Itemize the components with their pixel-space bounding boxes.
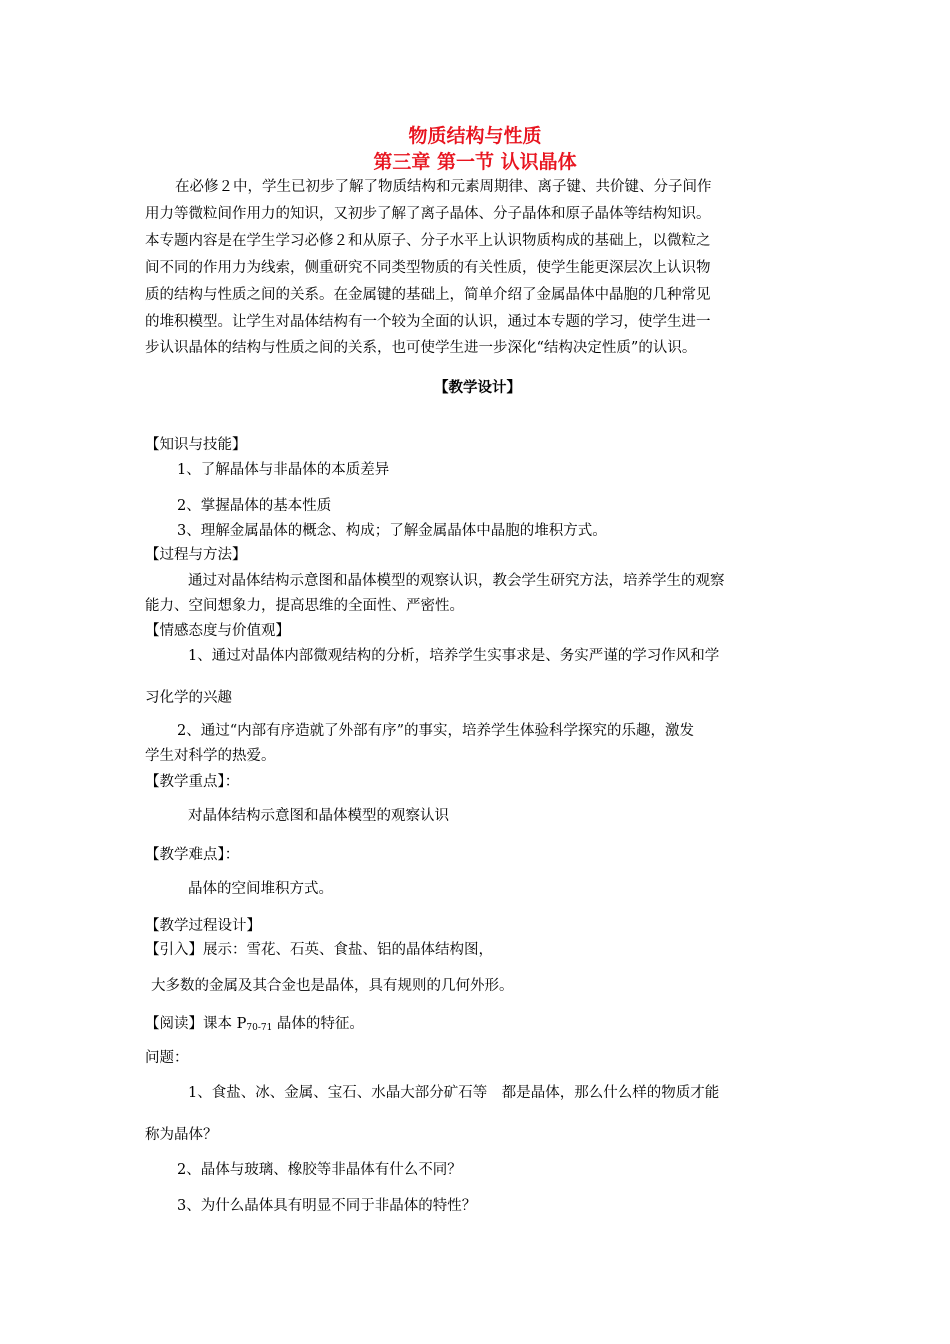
process-line: 能力、空间想象力，提高思维的全面性、严密性。	[145, 598, 464, 614]
intro-line: 的堆积模型。让学生对晶体结构有一个较为全面的认识，通过本专题的学习，使学生进一	[145, 314, 711, 330]
emotion-item: 学生对科学的热爱。	[145, 748, 276, 764]
intro-activity: 【引入】展示：雪花、石英、食盐、铝的晶体结构图，	[145, 942, 493, 958]
process-line: 通过对晶体结构示意图和晶体模型的观察认识，教会学生研究方法，培养学生的观察	[188, 573, 725, 589]
process-heading: 【过程与方法】	[145, 547, 247, 563]
difficulty-heading: 【教学难点】：	[145, 847, 240, 863]
process-design-heading: 【教学过程设计】	[145, 918, 261, 934]
key-point-heading: 【教学重点】：	[145, 774, 240, 790]
reading-line	[145, 1014, 810, 1038]
knowledge-item: 1、了解晶体与非晶体的本质差异	[177, 462, 390, 478]
document-title: 物质结构与性质	[408, 125, 542, 147]
emotion-item: 2、通过“内部有序造就了外部有序”的事实，培养学生体验科学探究的乐趣，激发	[177, 723, 695, 739]
question-item: 1、食盐、冰、金属、宝石、水晶大部分矿石等 都是晶体，那么什么样的物质才能	[188, 1085, 720, 1101]
reading-prefix: 【阅读】课本 P	[145, 1016, 247, 1032]
key-point-text: 对晶体结构示意图和晶体模型的观察认识	[188, 808, 449, 824]
design-heading: 【教学设计】	[434, 379, 521, 396]
difficulty-text: 晶体的空间堆积方式。	[188, 881, 333, 897]
question-item: 3、为什么晶体具有明显不同于非晶体的特性？	[177, 1198, 477, 1214]
question-item: 2、晶体与玻璃、橡胶等非晶体有什么不同？	[177, 1162, 462, 1178]
intro-line: 质的结构与性质之间的关系。在金属键的基础上，简单介绍了金属晶体中晶胞的几种常见	[145, 287, 711, 303]
emotion-item: 习化学的兴趣	[145, 690, 232, 706]
knowledge-heading: 【知识与技能】	[145, 437, 247, 453]
intro-activity-note: 大多数的金属及其合金也是晶体，具有规则的几何外形。	[151, 978, 514, 994]
intro-line: 本专题内容是在学生学习必修２和从原子、分子水平上认识物质构成的基础上，以微粒之	[145, 233, 711, 249]
intro-line: 用力等微粒间作用力的知识，又初步了解了离子晶体、分子晶体和原子晶体等结构知识。	[145, 206, 711, 222]
reading-suffix: 晶体的特征。	[272, 1016, 364, 1032]
emotion-heading: 【情感态度与价值观】	[145, 623, 290, 639]
question-item: 称为晶体？	[145, 1127, 218, 1143]
intro-line: 在必修２中，学生已初步了解了物质结构和元素周期律、离子键、共价键、分子间作	[175, 179, 712, 195]
chapter-subtitle: 第三章 第一节 认识晶体	[373, 151, 577, 173]
questions-label: 问题：	[145, 1050, 189, 1066]
emotion-item: 1、通过对晶体内部微观结构的分析，培养学生实事求是、务实严谨的学习作风和学	[188, 648, 720, 664]
intro-line: 间不同的作用力为线索，侧重研究不同类型物质的有关性质，使学生能更深层次上认识物	[145, 260, 711, 276]
knowledge-item: 3、理解金属晶体的概念、构成；了解金属晶体中晶胞的堆积方式。	[177, 523, 607, 539]
intro-line: 步认识晶体的结构与性质之间的关系，也可使学生进一步深化“结构决定性质”的认识。	[145, 340, 697, 356]
reading-pages: 70-71	[246, 1023, 273, 1033]
knowledge-item: 2、掌握晶体的基本性质	[177, 498, 332, 514]
